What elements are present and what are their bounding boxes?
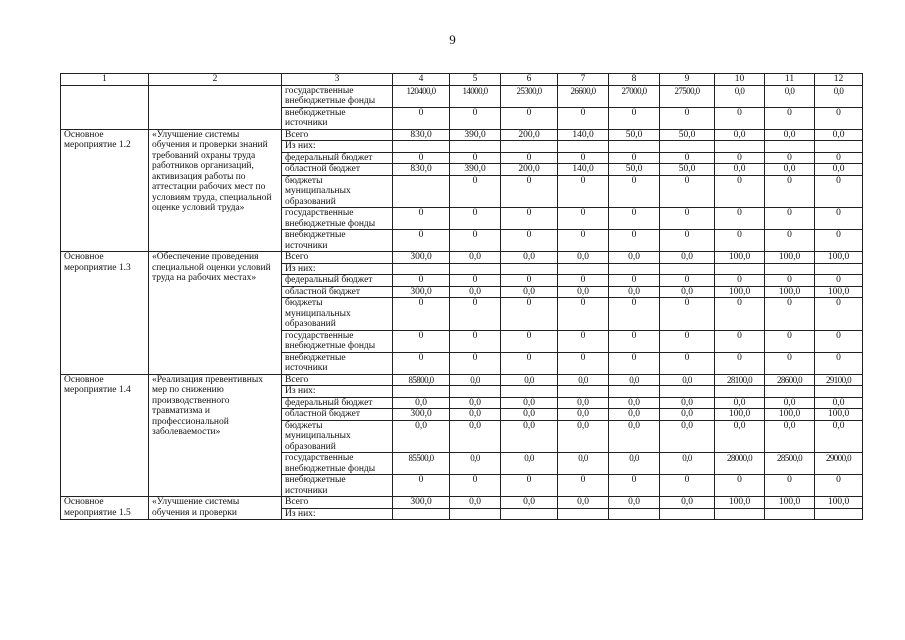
- value-cell: 0: [558, 230, 609, 252]
- value-cell: 0: [501, 330, 558, 352]
- value-cell: [765, 141, 815, 153]
- funding-source-label: федеральный бюджет: [282, 152, 393, 164]
- value-cell: 0,0: [660, 497, 715, 509]
- value-cell: 0: [609, 152, 660, 164]
- value-cell: [815, 386, 863, 398]
- column-number-9: 9: [660, 74, 715, 86]
- value-cell: 0: [765, 275, 815, 287]
- event-title: «Улучшение системы обучения и проверки знаний требований охраны труда работников организаций, активизация работы по аттестации рабочих мест по условиям труда, специальной оценке условий труда»: [149, 129, 282, 252]
- value-cell: [715, 141, 765, 153]
- value-cell: 0: [660, 275, 715, 287]
- event-name: [61, 85, 149, 129]
- value-cell: 0: [715, 152, 765, 164]
- value-cell: 200,0: [501, 129, 558, 141]
- event-name: Основное мероприятие 1.2: [61, 129, 149, 252]
- value-cell: 0: [715, 208, 765, 230]
- value-cell: [393, 386, 450, 398]
- value-cell: 0,0: [558, 374, 609, 386]
- value-cell: 0,0: [609, 420, 660, 453]
- value-cell: 0: [450, 152, 501, 164]
- value-cell: 0,0: [609, 453, 660, 475]
- value-cell: 0: [558, 352, 609, 374]
- value-cell: 0,0: [660, 252, 715, 264]
- funding-source-label: бюджеты муниципальных образований: [282, 175, 393, 208]
- value-cell: 0,0: [715, 420, 765, 453]
- value-cell: 0,0: [765, 129, 815, 141]
- value-cell: 0: [558, 152, 609, 164]
- value-cell: 0,0: [815, 129, 863, 141]
- table-row: [61, 85, 863, 107]
- event-title: [149, 85, 282, 129]
- value-cell: 0,0: [715, 129, 765, 141]
- value-cell: 0: [815, 275, 863, 287]
- column-number-3: 3: [282, 74, 393, 86]
- value-cell: 0: [715, 175, 765, 208]
- value-cell: 100,0: [815, 286, 863, 298]
- value-cell: 0,0: [815, 164, 863, 176]
- value-cell: 140,0: [558, 164, 609, 176]
- value-cell: [660, 263, 715, 275]
- value-cell: [815, 141, 863, 153]
- value-cell: 100,0: [815, 497, 863, 509]
- value-cell: 0,0: [558, 286, 609, 298]
- value-cell: [609, 263, 660, 275]
- value-cell: 0: [450, 298, 501, 331]
- funding-source-label: Всего: [282, 497, 393, 509]
- value-cell: 0,0: [450, 420, 501, 453]
- value-cell: 0,0: [558, 252, 609, 264]
- value-cell: 0,0: [765, 420, 815, 453]
- value-cell: 50,0: [609, 164, 660, 176]
- value-cell: [765, 386, 815, 398]
- value-cell: [393, 141, 450, 153]
- funding-source-label: Из них:: [282, 141, 393, 153]
- value-cell: 0,0: [501, 453, 558, 475]
- value-cell: 0: [815, 352, 863, 374]
- value-cell: 0: [450, 175, 501, 208]
- value-cell: 0,0: [450, 409, 501, 421]
- value-cell: [715, 508, 765, 520]
- funding-source-label: внебюджетные источники: [282, 475, 393, 497]
- value-cell: 0: [558, 475, 609, 497]
- funding-source-label: областной бюджет: [282, 164, 393, 176]
- value-cell: 27500,0: [660, 85, 715, 107]
- value-cell: 0: [765, 230, 815, 252]
- value-cell: 27000,0: [609, 85, 660, 107]
- funding-source-label: областной бюджет: [282, 286, 393, 298]
- value-cell: 25300,0: [501, 85, 558, 107]
- value-cell: 0: [558, 330, 609, 352]
- funding-source-label: государственные внебюджетные фонды: [282, 208, 393, 230]
- value-cell: 50,0: [609, 129, 660, 141]
- value-cell: 0: [609, 475, 660, 497]
- value-cell: 0: [765, 475, 815, 497]
- value-cell: 0: [715, 275, 765, 287]
- value-cell: 140,0: [558, 129, 609, 141]
- value-cell: 0: [450, 352, 501, 374]
- budget-table: [60, 73, 863, 520]
- value-cell: [450, 263, 501, 275]
- funding-source-label: бюджеты муниципальных образований: [282, 298, 393, 331]
- value-cell: 85800,0: [393, 374, 450, 386]
- funding-source-label: внебюджетные источники: [282, 107, 393, 129]
- value-cell: [765, 263, 815, 275]
- value-cell: 0,0: [609, 286, 660, 298]
- value-cell: [501, 263, 558, 275]
- value-cell: 28000,0: [715, 453, 765, 475]
- value-cell: 85500,0: [393, 453, 450, 475]
- value-cell: 0: [609, 175, 660, 208]
- value-cell: 0: [765, 330, 815, 352]
- value-cell: [815, 263, 863, 275]
- value-cell: 0: [660, 175, 715, 208]
- value-cell: 0,0: [450, 374, 501, 386]
- value-cell: 0,0: [660, 453, 715, 475]
- value-cell: 28500,0: [765, 453, 815, 475]
- value-cell: 300,0: [393, 252, 450, 264]
- column-number-5: 5: [450, 74, 501, 86]
- value-cell: 0,0: [609, 397, 660, 409]
- value-cell: [450, 141, 501, 153]
- value-cell: 0,0: [450, 252, 501, 264]
- value-cell: [501, 508, 558, 520]
- value-cell: 0: [765, 175, 815, 208]
- funding-source-label: внебюджетные источники: [282, 352, 393, 374]
- value-cell: [393, 175, 450, 208]
- value-cell: [558, 263, 609, 275]
- value-cell: 0: [660, 107, 715, 129]
- funding-source-label: Всего: [282, 129, 393, 141]
- value-cell: 0: [501, 275, 558, 287]
- value-cell: 0,0: [501, 497, 558, 509]
- event-name: Основное мероприятие 1.4: [61, 374, 149, 497]
- value-cell: 830,0: [393, 164, 450, 176]
- funding-source-label: Всего: [282, 374, 393, 386]
- value-cell: 0: [558, 208, 609, 230]
- value-cell: 0: [609, 107, 660, 129]
- value-cell: 0,0: [815, 397, 863, 409]
- value-cell: 0: [393, 352, 450, 374]
- value-cell: 0,0: [393, 420, 450, 453]
- value-cell: 0,0: [450, 497, 501, 509]
- value-cell: 0,0: [501, 420, 558, 453]
- value-cell: 0,0: [660, 420, 715, 453]
- value-cell: 0: [393, 107, 450, 129]
- funding-source-label: государственные внебюджетные фонды: [282, 330, 393, 352]
- value-cell: [715, 386, 765, 398]
- value-cell: 100,0: [715, 409, 765, 421]
- value-cell: 0: [609, 298, 660, 331]
- value-cell: 300,0: [393, 497, 450, 509]
- value-cell: 0,0: [558, 420, 609, 453]
- funding-source-label: федеральный бюджет: [282, 397, 393, 409]
- value-cell: 0,0: [558, 409, 609, 421]
- event-name: Основное мероприятие 1.3: [61, 252, 149, 375]
- value-cell: 0,0: [558, 497, 609, 509]
- value-cell: 100,0: [765, 252, 815, 264]
- value-cell: [715, 263, 765, 275]
- value-cell: 300,0: [393, 409, 450, 421]
- value-cell: 0: [715, 352, 765, 374]
- value-cell: 0,0: [558, 453, 609, 475]
- value-cell: 0: [450, 230, 501, 252]
- value-cell: 0: [558, 107, 609, 129]
- value-cell: 0: [609, 330, 660, 352]
- value-cell: 0: [715, 107, 765, 129]
- funding-source-label: бюджеты муниципальных образований: [282, 420, 393, 453]
- value-cell: 0: [450, 107, 501, 129]
- value-cell: 0: [715, 475, 765, 497]
- value-cell: 100,0: [815, 252, 863, 264]
- value-cell: 0,0: [501, 286, 558, 298]
- value-cell: 0: [558, 175, 609, 208]
- funding-source-label: областной бюджет: [282, 409, 393, 421]
- table-body: [61, 74, 863, 520]
- value-cell: 0: [393, 208, 450, 230]
- value-cell: [765, 508, 815, 520]
- value-cell: 0,0: [815, 85, 863, 107]
- value-cell: 50,0: [660, 164, 715, 176]
- value-cell: [450, 386, 501, 398]
- value-cell: 28600,0: [765, 374, 815, 386]
- value-cell: 0: [393, 475, 450, 497]
- value-cell: 0,0: [450, 397, 501, 409]
- value-cell: 28100,0: [715, 374, 765, 386]
- funding-source-label: государственные внебюджетные фонды: [282, 453, 393, 475]
- value-cell: 0: [660, 475, 715, 497]
- column-number-4: 4: [393, 74, 450, 86]
- value-cell: 0: [501, 175, 558, 208]
- value-cell: [815, 508, 863, 520]
- value-cell: 0,0: [815, 420, 863, 453]
- value-cell: 0: [450, 275, 501, 287]
- value-cell: 0: [501, 352, 558, 374]
- value-cell: 29000,0: [815, 453, 863, 475]
- value-cell: [609, 508, 660, 520]
- value-cell: 0: [609, 275, 660, 287]
- value-cell: 0: [815, 175, 863, 208]
- value-cell: 0: [765, 107, 815, 129]
- value-cell: 0,0: [765, 397, 815, 409]
- value-cell: 0,0: [715, 85, 765, 107]
- value-cell: 0: [660, 330, 715, 352]
- value-cell: 0: [393, 275, 450, 287]
- value-cell: 300,0: [393, 286, 450, 298]
- value-cell: 0,0: [765, 85, 815, 107]
- value-cell: 0: [660, 230, 715, 252]
- value-cell: 0: [660, 298, 715, 331]
- value-cell: 0: [660, 208, 715, 230]
- value-cell: [660, 508, 715, 520]
- value-cell: 0: [815, 152, 863, 164]
- value-cell: 0,0: [450, 286, 501, 298]
- value-cell: 0: [765, 152, 815, 164]
- event-title: «Реализация превентивных мер по снижению производственного травматизма и профессиональной заболеваемости»: [149, 374, 282, 497]
- value-cell: 0,0: [715, 164, 765, 176]
- value-cell: 0,0: [501, 374, 558, 386]
- value-cell: 0,0: [450, 453, 501, 475]
- column-number-7: 7: [558, 74, 609, 86]
- value-cell: 0: [450, 208, 501, 230]
- funding-source-label: федеральный бюджет: [282, 275, 393, 287]
- value-cell: 0: [393, 230, 450, 252]
- column-number-6: 6: [501, 74, 558, 86]
- value-cell: 0,0: [660, 397, 715, 409]
- value-cell: [501, 141, 558, 153]
- value-cell: 0,0: [393, 397, 450, 409]
- value-cell: 29100,0: [815, 374, 863, 386]
- funding-source-label: внебюджетные источники: [282, 230, 393, 252]
- value-cell: 0: [501, 230, 558, 252]
- value-cell: [609, 386, 660, 398]
- column-number-11: 11: [765, 74, 815, 86]
- value-cell: 0: [393, 298, 450, 331]
- value-cell: 0,0: [765, 164, 815, 176]
- value-cell: 0: [815, 208, 863, 230]
- value-cell: 0,0: [609, 409, 660, 421]
- column-number-8: 8: [609, 74, 660, 86]
- value-cell: 0: [660, 352, 715, 374]
- value-cell: 0,0: [660, 286, 715, 298]
- value-cell: 100,0: [715, 497, 765, 509]
- funding-source-label: Из них:: [282, 386, 393, 398]
- funding-source-label: государственные внебюджетные фонды: [282, 85, 393, 107]
- column-number-10: 10: [715, 74, 765, 86]
- value-cell: 830,0: [393, 129, 450, 141]
- value-cell: [450, 508, 501, 520]
- value-cell: 0: [558, 298, 609, 331]
- value-cell: 0: [815, 330, 863, 352]
- value-cell: 0,0: [558, 397, 609, 409]
- value-cell: 0: [815, 475, 863, 497]
- funding-source-label: Всего: [282, 252, 393, 264]
- value-cell: 0: [558, 275, 609, 287]
- column-number-12: 12: [815, 74, 863, 86]
- value-cell: 0,0: [501, 397, 558, 409]
- value-cell: 0,0: [660, 374, 715, 386]
- value-cell: 0: [715, 330, 765, 352]
- value-cell: 0: [815, 107, 863, 129]
- event-title: «Обеспечение проведения специальной оценки условий труда на рабочих местах»: [149, 252, 282, 375]
- value-cell: 0,0: [609, 497, 660, 509]
- value-cell: 0: [815, 230, 863, 252]
- value-cell: 0: [609, 230, 660, 252]
- value-cell: 0: [501, 298, 558, 331]
- funding-source-label: Из них:: [282, 508, 393, 520]
- value-cell: 0: [501, 475, 558, 497]
- value-cell: [558, 508, 609, 520]
- table-row: [61, 374, 863, 386]
- value-cell: 390,0: [450, 164, 501, 176]
- value-cell: 50,0: [660, 129, 715, 141]
- value-cell: [558, 141, 609, 153]
- value-cell: 26600,0: [558, 85, 609, 107]
- value-cell: [393, 263, 450, 275]
- value-cell: 0,0: [715, 397, 765, 409]
- value-cell: 390,0: [450, 129, 501, 141]
- funding-source-label: Из них:: [282, 263, 393, 275]
- value-cell: 0: [501, 107, 558, 129]
- value-cell: [660, 386, 715, 398]
- value-cell: 0,0: [501, 409, 558, 421]
- value-cell: 120400,0: [393, 85, 450, 107]
- value-cell: 0: [660, 152, 715, 164]
- table-row: [61, 497, 863, 509]
- value-cell: [501, 386, 558, 398]
- value-cell: 0: [501, 208, 558, 230]
- value-cell: 14000,0: [450, 85, 501, 107]
- value-cell: [393, 508, 450, 520]
- event-title: «Улучшение системы обучения и проверки: [149, 497, 282, 520]
- value-cell: 0,0: [660, 409, 715, 421]
- event-name: Основное мероприятие 1.5: [61, 497, 149, 520]
- value-cell: 200,0: [501, 164, 558, 176]
- header-row: [61, 74, 863, 86]
- value-cell: 100,0: [765, 409, 815, 421]
- column-number-2: 2: [149, 74, 282, 86]
- value-cell: 0,0: [609, 252, 660, 264]
- value-cell: 100,0: [765, 286, 815, 298]
- value-cell: 0: [450, 330, 501, 352]
- value-cell: 0: [450, 475, 501, 497]
- table-row: [61, 129, 863, 141]
- value-cell: [660, 141, 715, 153]
- page-number: 9: [449, 32, 456, 47]
- table-row: [61, 252, 863, 264]
- column-number-1: 1: [61, 74, 149, 86]
- value-cell: 100,0: [715, 286, 765, 298]
- value-cell: 0: [715, 230, 765, 252]
- value-cell: 100,0: [765, 497, 815, 509]
- value-cell: [558, 386, 609, 398]
- value-cell: 0: [765, 352, 815, 374]
- value-cell: 0: [393, 330, 450, 352]
- value-cell: 0: [393, 152, 450, 164]
- value-cell: 0,0: [609, 374, 660, 386]
- value-cell: 0: [765, 208, 815, 230]
- value-cell: 0: [501, 152, 558, 164]
- value-cell: 100,0: [815, 409, 863, 421]
- value-cell: 0: [765, 298, 815, 331]
- value-cell: 100,0: [715, 252, 765, 264]
- value-cell: [609, 141, 660, 153]
- value-cell: 0: [609, 208, 660, 230]
- value-cell: 0: [815, 298, 863, 331]
- value-cell: 0: [609, 352, 660, 374]
- value-cell: 0,0: [501, 252, 558, 264]
- value-cell: 0: [715, 298, 765, 331]
